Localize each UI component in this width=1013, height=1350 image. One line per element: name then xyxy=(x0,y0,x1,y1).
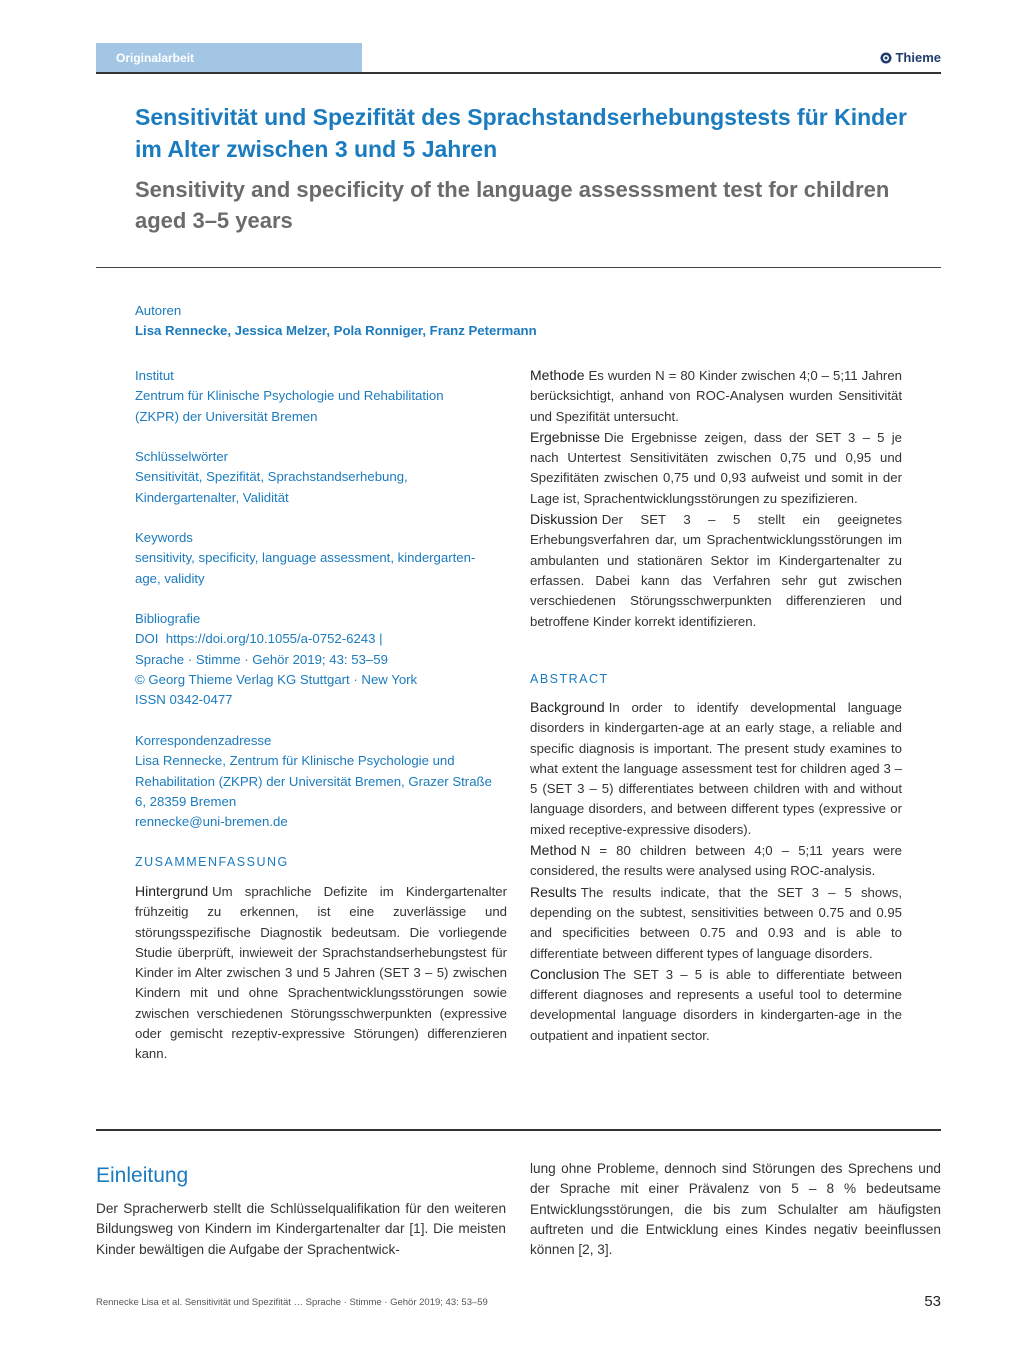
schluesselwoerter-label: Schlüsselwörter xyxy=(135,449,229,464)
einleitung-heading: Einleitung xyxy=(96,1164,189,1187)
correspondence-line: 6, 28359 Bremen xyxy=(135,793,237,809)
institute-label: Institut xyxy=(135,368,174,383)
category-tab: Originalarbeit xyxy=(96,43,362,73)
correspondence-block xyxy=(135,731,507,832)
authors-block xyxy=(135,301,915,342)
keywords-label: Keywords xyxy=(135,530,193,545)
thieme-seal-icon xyxy=(880,51,892,65)
results-label: Results xyxy=(530,883,577,900)
bibliografie-line: Sprache · Stimme · Gehör 2019; 43: 53–59 xyxy=(135,651,388,667)
methode-label: Methode xyxy=(530,367,585,383)
correspondence-line: Rehabilitation (ZKPR) der Universität Bremen, Grazer Straße xyxy=(135,773,492,789)
methode-text: Es wurden N = 80 Kinder zwischen 4;0 – 5;11 Jahren berücksichtigt, anhand von ROC-Analysen wurden Sensitivität und Spezifität untersucht. xyxy=(530,368,902,424)
results-text: The results indicate, that the SET 3 – 5 shows, depending on the subtest, sensitivities between 0.75 and 0.95 and specificities between 0.75 and 0.93 and is able to differentiate between different types of language disorders. xyxy=(530,884,902,961)
diskussion-label: Diskussion xyxy=(530,511,598,528)
background-text: In order to identify developmental language disorders in kindergarten-age at an early stage, a reliable and specific diagnosis is important. The present study examines to what extent the language assessment test for children aged 3 – 5 (SET 3 – 5) differentiates between children with and without language disorders, and between different types (expressive or mixed receptive-expressive disoders). xyxy=(530,700,902,837)
zusammenfassung-continued xyxy=(530,365,902,632)
correspondence-label: Korrespondenzadresse xyxy=(135,733,272,748)
keywords-line: sensitivity, specificity, language assessment, kindergarten- xyxy=(135,550,476,566)
method-text: N = 80 children between 4;0 – 5;11 years were considered, the results were analysed using ROC-analysis. xyxy=(530,843,902,879)
bibliografie-block xyxy=(135,609,507,710)
title-german: Sensitivität und Spezifität des Sprachstandserhebungstests für Kinder im Alter zwischen 3 und 5 Jahren xyxy=(135,104,907,162)
abstract-heading: ABSTRACT xyxy=(530,672,609,686)
zusammenfassung-hintergrund xyxy=(135,881,507,1065)
brand-name: Thieme xyxy=(895,50,941,65)
conclusion-text: The SET 3 – 5 is able to differentiate between different diagnoses and represents a useful tool to determine developmental language disorders in kindergarten-age in the outpatient and inpatient sector. xyxy=(530,966,902,1043)
doi-line xyxy=(135,629,507,649)
header-rule xyxy=(96,72,941,74)
keywords-block xyxy=(135,528,507,589)
conclusion-label: Conclusion xyxy=(530,965,600,982)
schluesselwoerter-block xyxy=(135,447,507,508)
author-names: Lisa Rennecke, Jessica Melzer, Pola Ronniger, Franz Petermann xyxy=(135,323,537,339)
doi-link[interactable]: https://doi.org/10.1055/a-0752-6243 | xyxy=(165,631,383,647)
schluesselwoerter-line: Sensitivität, Spezifität, Sprachstandserhebung, xyxy=(135,469,408,485)
footer-citation: Rennecke Lisa et al. Sensitivität und Spezifität … Sprache · Stimme · Gehör 2019; 43: 53–59 xyxy=(96,1297,488,1308)
bibliografie-line: ISSN 0342-0477 xyxy=(135,692,233,708)
ergebnisse-label: Ergebnisse xyxy=(530,428,601,445)
einleitung-right: lung ohne Probleme, dennoch sind Störungen des Sprechens und der Sprache mit einer Prävalenz von 5 – 8 % bedeutsame Entwicklungsstörungen, die bis zum Schulalter am häufigsten auftreten und die Entwicklung eines Kindes negativ beeinflussen können [2, 3]. xyxy=(530,1161,941,1258)
bibliografie-label: Bibliografie xyxy=(135,611,201,626)
abstract-body xyxy=(530,697,902,1046)
publisher-logo xyxy=(880,50,941,65)
doi-label: DOI xyxy=(135,631,159,647)
hintergrund-label: Hintergrund xyxy=(135,883,209,899)
page-number: 53 xyxy=(924,1293,941,1310)
institute-line: Zentrum für Klinische Psychologie und Rehabilitation xyxy=(135,388,444,404)
institute-block xyxy=(135,366,507,427)
keywords-line: age, validity xyxy=(135,570,205,586)
hintergrund-text: Um sprachliche Defizite im Kindergartenalter frühzeitig zu erkennen, ist eine zuverlässige und störungsspezifische Diagnostik bedeutsam. Die vorliegende Studie überprüft, inwieweit der Sprachstandserhebungstest für Kinder im Alter zwischen 3 und 5 Jahren (SET 3 – 5) zwischen Kindern mit und ohne Sprachentwicklungsstörungen sowie zwischen verschiedenen Störungsschwerpunkten (expressive oder gemischt rezeptiv-expressive Störungen) differenzieren kann. xyxy=(135,884,507,1062)
einleitung-left: Der Spracherwerb stellt die Schlüsselqualifikation für den weiteren Bildungsweg von Kindern im Kindergartenalter dar [1]. Die meisten Kinder bewältigen die Aufgabe der Sprachentwick- xyxy=(96,1201,506,1257)
correspondence-line: Lisa Rennecke, Zentrum für Klinische Psychologie und xyxy=(135,753,455,769)
bibliografie-line: © Georg Thieme Verlag KG Stuttgart · New York xyxy=(135,671,418,687)
ergebnisse-text: Die Ergebnisse zeigen, dass der SET 3 – 5 je nach Untertest Sensitivitäten zwischen 0,75 und 0,95 und Spezifitäten zwischen 0,75 und 0,93 aufweist und somit in der Lage ist, Sprachentwicklungsstörungen zu spezifizieren. xyxy=(530,429,902,506)
authors-label: Autoren xyxy=(135,303,182,318)
section-rule xyxy=(96,1129,941,1131)
schluesselwoerter-line: Kindergartenalter, Validität xyxy=(135,489,289,505)
email-link[interactable]: rennecke@uni-bremen.de xyxy=(135,814,288,830)
background-label: Background xyxy=(530,699,605,715)
method-label: Method xyxy=(530,842,577,859)
zusammenfassung-heading: ZUSAMMENFASSUNG xyxy=(135,855,289,869)
institute-line: (ZKPR) der Universität Bremen xyxy=(135,408,318,424)
diskussion-text: Der SET 3 – 5 stellt ein geeignetes Erhebungsverfahren dar, um Sprachentwicklungsstörungen im ambulanten und stationären Sektor im Kindergartenalter zu erfassen. Dabei kann das Verfahren sehr gut zwischen verschiedenen Störungsschwerpunkten differenzieren und betroffene Kinder korrekt identifizieren. xyxy=(530,512,902,629)
title-english: Sensitivity and specificity of the language assesssment test for children aged 3–5 years xyxy=(135,177,890,233)
title-rule xyxy=(96,267,941,268)
